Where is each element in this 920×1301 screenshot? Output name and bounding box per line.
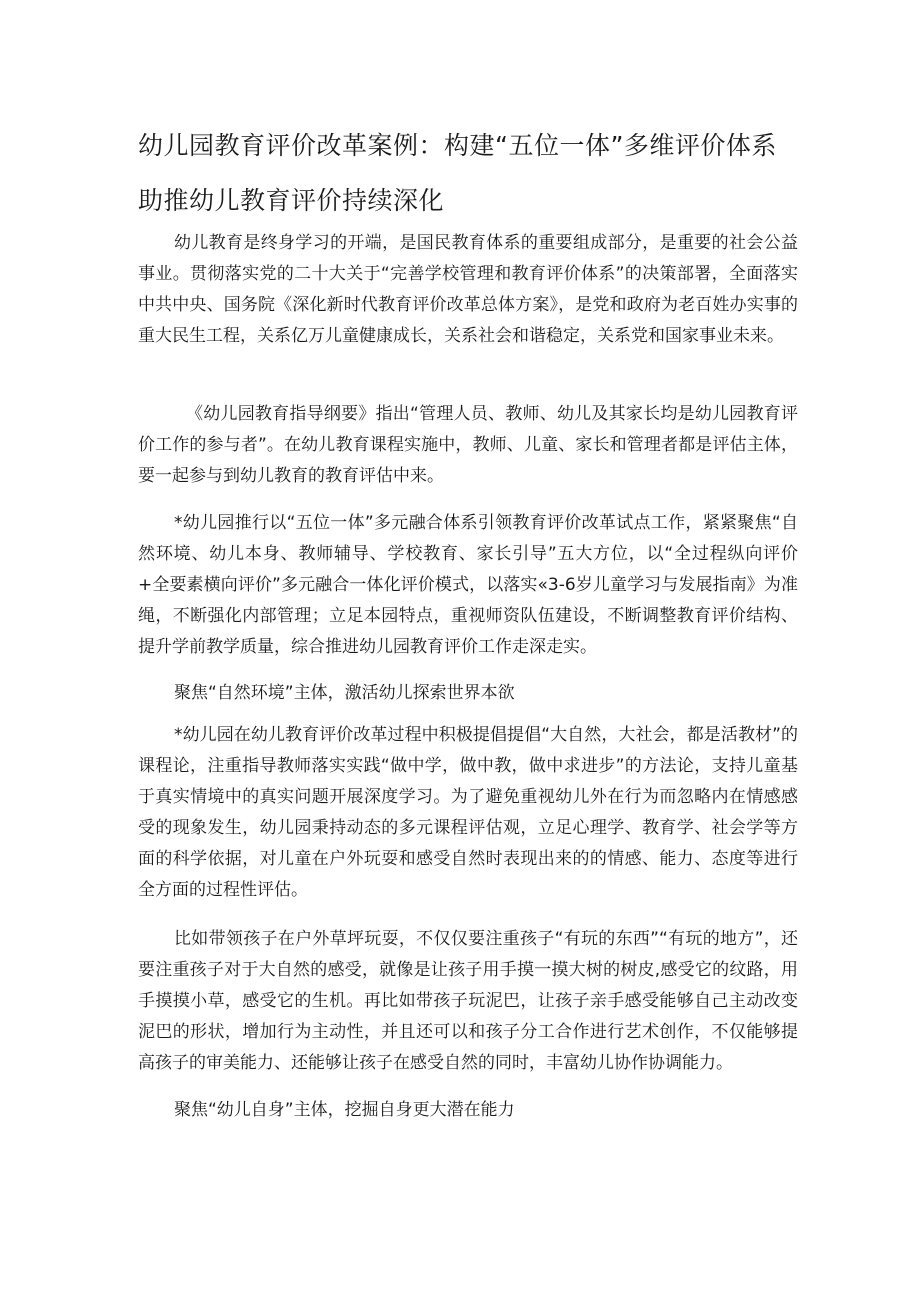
paragraph-guideline: 《幼儿园教育指导纲要》指出“管理人员、教师、幼儿及其家长均是幼儿园教育评价工作的参与者”。在幼儿教育课程实施中，教师、儿童、家长和管理者都是评估主体，要一起参与到幼儿教育的教育评估中来。 xyxy=(138,404,798,486)
paragraph-five-in-one: *幼儿园推行以“五位一体”多元融合体系引领教育评价改革试点工作，紧紧聚焦“自然环境、幼儿本身、教师辅导、学校教育、家长引导”五大方位，以“全过程纵向评价+全要素横向评价”多元融合一体化评价模式，以落实«3-6岁儿童学习与发展指南》为准绳，不断强化内部管理；立足本园特点，重视师资队伍建设，不断调整教育评价结构、提升学前教学质量，综合推进幼儿园教育评价工作走深走实。 xyxy=(138,513,798,657)
section-heading-child: 聚焦“幼儿自身”主体，挖掘自身更大潜在能力 xyxy=(174,1100,515,1120)
document-title: 幼儿园教育评价改革案例：构建“五位一体”多维评价体系助推幼儿教育评价持续深化 xyxy=(138,131,777,215)
section-heading-nature: 聚焦“自然环境”主体，激活幼儿探索世界本欲 xyxy=(174,683,515,703)
paragraph-nature-curriculum: *幼儿园在幼儿教育评价改革过程中积极提倡提倡“大自然，大社会，都是活教材”的课程论，注重指导教师落实实践“做中学，做中教，做中求进步”的方法论，支持儿童基于真实情境中的真实问题开展深度学习。为了避免重视幼儿外在行为而忽略内在情感感受的现象发生，幼儿园秉持动态的多元课程评估观，立足心理学、教育学、社会学等方面的科学依据，对儿童在户外玩耍和感受自然时表现出来的的情感、能力、态度等进行全方面的过程性评估。 xyxy=(138,725,798,900)
paragraph-nature-examples: 比如带领孩子在户外草坪玩耍，不仅仅要注重孩子“有玩的东西”“有玩的地方”，还要注重孩子对于大自然的感受，就像是让孩子用手摸一摸大树的树皮,感受它的纹路，用手摸摸小草，感受它的生机。再比如带孩子玩泥巴，让孩子亲手感受能够自己主动改变泥巴的形状，增加行为主动性，并且还可以和孩子分工合作进行艺术创作，不仅能够提高孩子的审美能力、还能够让孩子在感受自然的同时，丰富幼儿协作协调能力。 xyxy=(138,929,798,1073)
paragraph-intro: 幼儿教育是终身学习的开端，是国民教育体系的重要组成部分，是重要的社会公益事业。贯彻落实党的二十大关于“完善学校管理和教育评价体系”的决策部署，全面落实中共中央、国务院《深化新时代教育评价改革总体方案》，是党和政府为老百姓办实事的重大民生工程，关系亿万儿童健康成长，关系社会和谐稳定，关系党和国家事业未来。 xyxy=(138,233,798,346)
